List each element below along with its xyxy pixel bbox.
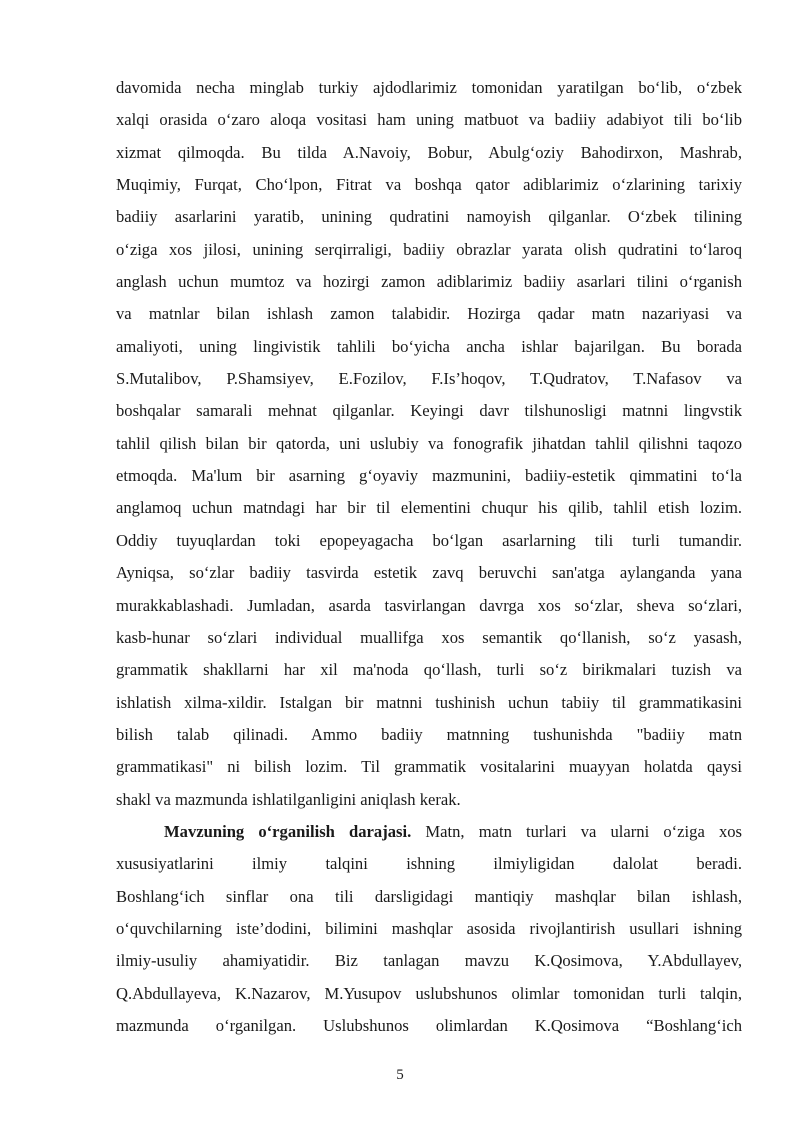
text-line: ishlatish xilma-xildir. Istalgan bir matnni tushinish uchun tabiiy til grammatikasini — [116, 692, 742, 712]
text-line: anglamoq uchun matndagi har bir til elementini chuqur his qilib, tahlil etish lozim. — [116, 498, 742, 518]
text-line: boshqalar samarali mehnat qilganlar. Keyingi davr tilshunosligi matnni lingvstik — [116, 401, 742, 421]
text-line: S.Mutalibov, P.Shamsiyev, E.Fozilov, F.Is’hoqov, T.Qudratov, T.Nafasov va — [116, 369, 742, 389]
text-line: o‘quvchilarning iste’dodini, bilimini mashqlar asosida rivojlantirish usullari ishning — [116, 918, 742, 938]
text-line: amaliyoti, uning lingivistik tahlili bo‘yicha ancha ishlar bajarilgan. Bu borada — [116, 336, 742, 356]
text-line: bilish talab qilinadi. Ammo badiiy matnning tushunishda "badiiy matn — [116, 724, 742, 744]
text-line: va matnlar bilan ishlash zamon talabidir. Hozirga qadar matn nazariyasi va — [116, 304, 742, 324]
text-line: etmoqda. Ma'lum bir asarning g‘oyaviy mazmunini, badiiy-estetik qimmatini to‘la — [116, 466, 742, 486]
body-text — [116, 72, 742, 1042]
paragraph-2-first-line — [116, 816, 742, 848]
text-line: mazmunda o‘rganilgan. Uslubshunos olimlardan K.Qosimova “Boshlang‘ich — [116, 1015, 742, 1035]
text-line: grammatikasi" ni bilish lozim. Til grammatik vositalarini muayyan holatda qaysi — [116, 757, 742, 777]
page-number: 5 — [396, 1067, 404, 1083]
text-line: anglash uchun mumtoz va hozirgi zamon adiblarimiz badiiy asarlari tilini o‘rganish — [116, 272, 742, 292]
section-heading: Mavzuning o‘rganilish darajasi. — [164, 821, 412, 841]
text-line: murakkablashadi. Jumladan, asarda tasvirlangan davrga xos so‘zlar, sheva so‘zlari, — [116, 595, 742, 615]
paragraph-2 — [116, 816, 742, 1042]
text-line: grammatik shakllarni har xil ma'noda qo‘llash, turli so‘z birikmalari tuzish va — [116, 660, 742, 680]
text-line: tahlil qilish bilan bir qatorda, uni uslubiy va fonografik jihatdan tahlil qilishni taqozo — [116, 433, 742, 453]
text-line: o‘ziga xos jilosi, unining serqirraligi, badiiy obrazlar yarata olish qudratini to‘laroq — [116, 239, 742, 259]
paragraph-2-first-line-text: Matn, matn turlari va ularni o‘ziga xos — [411, 821, 742, 841]
text-line: badiiy asarlarini yaratib, unining qudratini namoyish qilganlar. O‘zbek tilining — [116, 207, 742, 227]
text-line: kasb-hunar so‘zlari individual muallifga xos semantik qo‘llanish, so‘z yasash, — [116, 627, 742, 647]
text-line: Muqimiy, Furqat, Cho‘lpon, Fitrat va boshqa qator adiblarimiz o‘zlarining tarixiy — [116, 175, 742, 195]
text-line: shakl va mazmunda ishlatilganligini aniqlash kerak. — [116, 789, 461, 809]
text-line: Oddiy tuyuqlardan toki epopeyagacha bo‘lgan asarlarning tili turli tumandir. — [116, 530, 742, 550]
text-line: davomida necha minglab turkiy ajdodlarimiz tomonidan yaratilgan bo‘lib, o‘zbek — [116, 78, 742, 97]
text-line: Boshlang‘ich sinflar ona tili darsligidagi mantiqiy mashqlar bilan ishlash, — [116, 886, 742, 906]
text-line: Ayniqsa, so‘zlar badiiy tasvirda estetik zavq beruvchi san'atga aylanganda yana — [116, 563, 742, 583]
text-line: xizmat qilmoqda. Bu tilda A.Navoiy, Bobur, Abulg‘oziy Bahodirxon, Mashrab, — [116, 142, 742, 162]
paragraph-1 — [116, 72, 742, 816]
text-line: Q.Abdullayeva, K.Nazarov, M.Yusupov uslubshunos olimlar tomonidan turli talqin, — [116, 983, 742, 1003]
text-line: ilmiy-usuliy ahamiyatidir. Biz tanlagan mavzu K.Qosimova, Y.Abdullayev, — [116, 951, 742, 971]
text-line: xususiyatlarini ilmiy talqini ishning ilmiyligidan dalolat beradi. — [116, 854, 742, 874]
text-line: xalqi orasida o‘zaro aloqa vositasi ham uning matbuot va badiiy adabiyot tili bo‘lib — [116, 110, 742, 130]
